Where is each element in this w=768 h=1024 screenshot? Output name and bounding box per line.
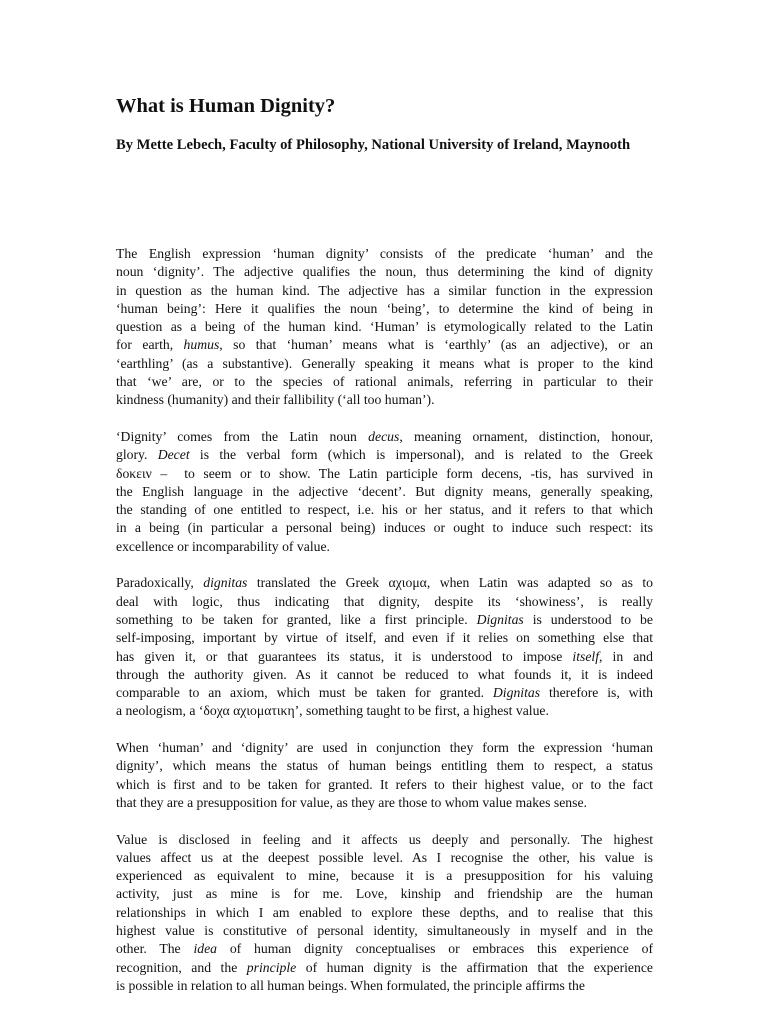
text-line <box>116 538 653 556</box>
text-run: kindness (humanity) and their fallibility (‘all too human’). <box>116 392 435 408</box>
text-run: a neologism, a ‘δοχα αχιοματικη’, something taught to be first, a highest value. <box>116 703 549 719</box>
document-title: What is Human Dignity? <box>116 95 336 117</box>
text-line <box>116 336 653 354</box>
text-run: dignity’, which means the status of human beings entitling them to respect, a status <box>116 758 653 774</box>
text-run: , meaning ornament, distinction, honour, <box>399 428 653 444</box>
text-line <box>116 611 653 629</box>
text-run: ‘human being’: Here it qualifies the noun ‘being’, to determine the kind of being in <box>116 300 653 316</box>
text-line <box>116 739 653 757</box>
text-line <box>116 885 653 903</box>
text-line <box>116 831 653 849</box>
text-line <box>116 318 653 336</box>
text-run: ‘earthling’ (as a substantive). Generally speaking it means what is proper to the kind <box>116 355 653 371</box>
text-line <box>116 959 653 977</box>
text-run: therefore is, with <box>540 685 654 701</box>
text-run: of human dignity conceptualises or embraces this experience of <box>217 941 653 957</box>
italic-text: Dignitas <box>492 685 541 701</box>
text-run: The English expression ‘human dignity’ consists of the predicate ‘human’ and the <box>116 246 653 261</box>
italic-text: principle <box>246 959 297 975</box>
text-run: deal with logic, thus indicating that dignity, despite its ‘showiness’, is really <box>116 593 653 609</box>
text-line <box>116 391 653 409</box>
text-line <box>116 629 653 647</box>
text-run: comparable to an axiom, which must be taken for granted. <box>116 685 493 701</box>
author-byline: By Mette Lebech, Faculty of Philosophy, National University of Ireland, Maynooth <box>116 137 631 153</box>
text-line <box>116 684 653 702</box>
text-run: in question as the human kind. The adjective has a similar function in the expression <box>116 282 653 298</box>
text-run: When ‘human’ and ‘dignity’ are used in conjunction they form the expression ‘human <box>116 740 653 756</box>
italic-text: Decet <box>157 447 190 463</box>
text-run: self-imposing, important by virtue of itself, and even if it relies on something else that <box>116 630 653 646</box>
text-run: activity, just as mine is for me. Love, kinship and friendship are the human <box>116 886 653 902</box>
text-run: , in and <box>599 648 653 664</box>
text-run: relationships in which I am enabled to explore these depths, and to realise that this <box>116 904 653 920</box>
italic-text: humus <box>183 337 220 353</box>
text-line <box>116 794 653 812</box>
text-line <box>116 666 653 684</box>
italic-text: idea <box>193 941 218 957</box>
text-line <box>116 940 653 958</box>
text-line <box>116 465 653 483</box>
text-line <box>116 776 653 794</box>
text-line <box>116 428 653 446</box>
text-run: ‘Dignity’ comes from the Latin noun <box>116 428 369 444</box>
text-run: which is first and to be taken for granted. It refers to their highest value, or to the fact <box>116 776 653 792</box>
paragraph <box>116 245 653 410</box>
text-run: of human dignity is the affirmation that the experience <box>296 959 653 975</box>
text-run: that ‘we’ are, or to the species of rational animals, referring in particular to their <box>116 374 653 390</box>
text-run: in a being (in particular a personal being) induces or ought to induce such respect: its <box>116 520 653 536</box>
text-line <box>116 977 653 995</box>
paragraph <box>116 428 653 556</box>
text-line <box>116 904 653 922</box>
paragraph <box>116 831 653 996</box>
text-run: recognition, and the <box>116 959 247 975</box>
text-run: values affect us at the deepest possible level. As I recognise the other, his value is <box>116 849 653 865</box>
text-run: that they are a presupposition for value, as they are those to whom value makes sense. <box>116 794 587 810</box>
text-line <box>116 263 653 281</box>
text-line <box>116 648 653 666</box>
text-run: excellence or incomparability of value. <box>116 538 330 554</box>
text-run: something to be taken for granted, like a first principle. <box>116 611 477 627</box>
text-line <box>116 373 653 391</box>
text-run: has given it, or that guarantees its status, it is understood to impose <box>116 648 573 664</box>
italic-text: decus <box>368 428 400 444</box>
text-run: is possible in relation to all human beings. When formulated, the principle affirms the <box>116 977 585 993</box>
text-run: noun ‘dignity’. The adjective qualifies the noun, thus determining the kind of dignity <box>116 264 653 280</box>
text-run: through the authority given. As it cannot be reduced to what founds it, it is indeed <box>116 666 653 682</box>
text-line <box>116 483 653 501</box>
text-line <box>116 501 653 519</box>
text-run: other. The <box>116 941 194 957</box>
text-run: Value is disclosed in feeling and it affects us deeply and personally. The highest <box>116 831 653 847</box>
italic-text: Dignitas <box>476 611 524 627</box>
text-line <box>116 867 653 885</box>
text-line <box>116 757 653 775</box>
text-run: is understood to be <box>523 611 653 627</box>
text-run: is the verbal form (which is impersonal), and is related to the Greek <box>189 447 653 463</box>
body-text <box>116 245 653 1013</box>
text-line <box>116 574 653 592</box>
text-line <box>116 446 653 464</box>
text-run: glory. <box>116 447 158 463</box>
text-run: experienced as equivalent to mine, because it is a presupposition for his valuing <box>116 868 653 884</box>
italic-text: dignitas <box>203 575 248 591</box>
text-line <box>116 849 653 867</box>
paragraph <box>116 574 653 720</box>
text-run: δοκειν – to seem or to show. The Latin participle form decens, -tis, has survived in <box>116 465 653 481</box>
text-run: , so that ‘human’ means what is ‘earthly’ (as an adjective), or an <box>219 337 653 353</box>
text-run: highest value is constitutive of personal identity, simultaneously in myself and in the <box>116 922 653 938</box>
text-run: the English language in the adjective ‘decent’. But dignity means, generally speaking, <box>116 483 653 499</box>
text-line <box>116 282 653 300</box>
text-line <box>116 245 653 263</box>
paragraph <box>116 739 653 812</box>
text-line <box>116 922 653 940</box>
text-run: Paradoxically, <box>116 575 204 591</box>
text-run: for earth, <box>116 337 184 353</box>
text-run: translated the Greek αχιομα, when Latin was adapted so as to <box>247 575 653 591</box>
text-run: the standing of one entitled to respect, i.e. his or her status, and it refers to that which <box>116 502 653 518</box>
text-run: question as a being of the human kind. ‘Human’ is etymologically related to the Latin <box>116 319 653 335</box>
text-line <box>116 300 653 318</box>
text-line <box>116 519 653 537</box>
text-line <box>116 355 653 373</box>
text-line <box>116 593 653 611</box>
text-line <box>116 702 653 720</box>
italic-text: itself <box>572 648 600 664</box>
